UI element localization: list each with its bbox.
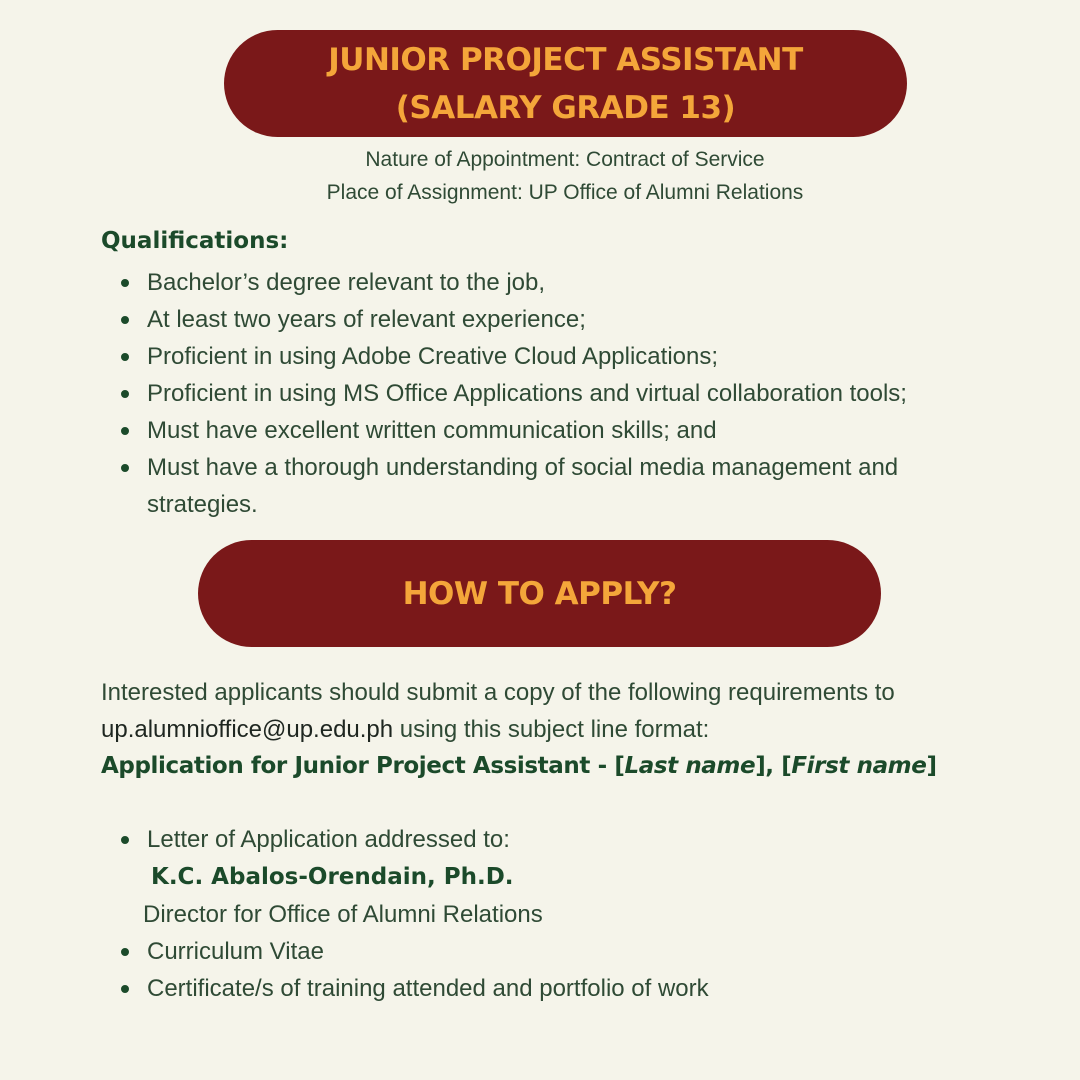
addressee-name-row <box>101 858 1007 896</box>
list-item: Bachelor’s degree relevant to the job, <box>101 264 1007 301</box>
job-title: JUNIOR PROJECT ASSISTANT <box>328 41 803 78</box>
subject-suffix: ] <box>926 753 937 779</box>
nature-of-appointment: Nature of Appointment: Contract of Service <box>365 148 765 171</box>
how-to-apply-heading: HOW TO APPLY? <box>402 575 677 612</box>
addressee-title: Director for Office of Alumni Relations <box>143 901 543 928</box>
salary-grade: (SALARY GRADE 13) <box>395 89 736 126</box>
list-item: Curriculum Vitae <box>101 933 1007 970</box>
list-item: Proficient in using Adobe Creative Cloud Applications; <box>101 338 1007 375</box>
subject-first-name: First name <box>791 753 927 779</box>
instructions-suffix: using this subject line format: <box>393 716 710 743</box>
subject-line-format <box>101 748 1031 785</box>
list-item: Certificate/s of training attended and portfolio of work <box>101 970 1007 1007</box>
subject-last-name: Last name <box>624 753 756 779</box>
email-link[interactable]: up.alumnioffice@up.edu.ph <box>101 716 394 743</box>
addressee-title-row <box>101 896 1007 933</box>
how-to-apply-banner <box>198 540 881 647</box>
subject-separator: ], [ <box>755 753 792 779</box>
instructions-line-1: Interested applicants should submit a copy of the following requirements to <box>101 679 895 706</box>
list-item: Letter of Application addressed to: <box>101 821 1007 858</box>
place-of-assignment: Place of Assignment: UP Office of Alumni Relations <box>326 181 804 204</box>
list-item: Must have excellent written communication skills; and <box>101 412 1007 449</box>
list-item: Proficient in using MS Office Applications and virtual collaboration tools; <box>101 375 1007 412</box>
application-instructions <box>101 674 1031 785</box>
list-item: Must have a thorough understanding of social media management and strategies. <box>101 449 1007 523</box>
qualifications-heading: Qualifications: <box>101 228 289 254</box>
qualifications-list <box>101 264 1007 523</box>
instructions-line-2 <box>101 711 1031 748</box>
addressee-name: K.C. Abalos-Orendain, Ph.D. <box>151 864 514 890</box>
subject-prefix: Application for Junior Project Assistant - [ <box>101 753 625 779</box>
requirements-list <box>101 821 1007 1007</box>
job-title-banner <box>224 30 907 137</box>
list-item: At least two years of relevant experience; <box>101 301 1007 338</box>
